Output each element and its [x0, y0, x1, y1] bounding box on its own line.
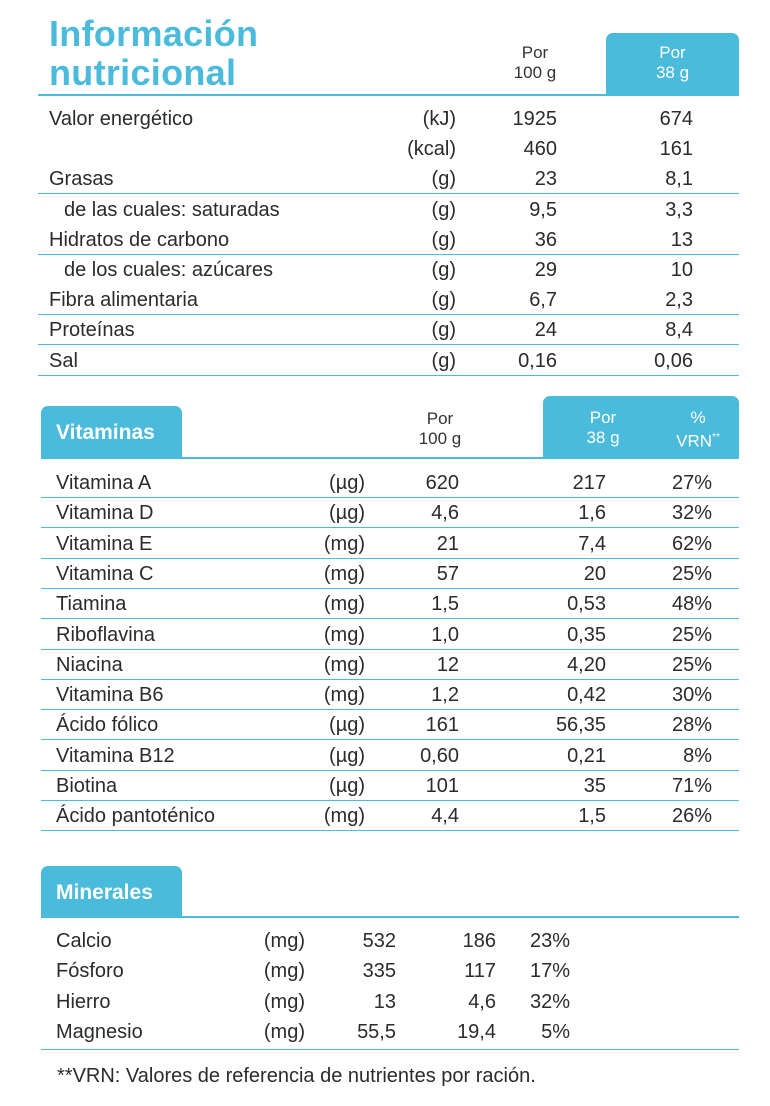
mineral-unit: (mg)	[263, 960, 305, 983]
vitamin-per100: 4,4	[431, 805, 459, 828]
nutrient-unit: (g)	[431, 168, 456, 191]
vitamin-unit: (µg)	[329, 744, 365, 767]
vitamin-unit: (mg)	[323, 532, 365, 555]
vitamin-name: Vitamina A	[56, 472, 152, 494]
mineral-per100: 13	[373, 990, 396, 1013]
row-separator	[41, 588, 739, 589]
mineral-per38: 186	[462, 930, 496, 952]
nutrient-per100: 23	[534, 168, 557, 191]
nutrient-per38: 10	[670, 259, 693, 281]
nutrient-per38: 8,1	[665, 168, 693, 191]
vitamin-name: Ácido fólico	[56, 714, 159, 737]
nutrient-unit: (kcal)	[407, 138, 456, 161]
nutrient-unit: (g)	[431, 289, 456, 312]
vitamin-unit: (µg)	[329, 502, 365, 525]
vitamins-col-vrn-header	[663, 408, 733, 452]
vitamin-unit: (mg)	[323, 593, 365, 616]
table-row	[0, 592, 770, 616]
nutrient-unit: (g)	[431, 228, 456, 251]
vitamin-vrn: 27%	[671, 472, 712, 494]
nutrient-per38: 0,06	[654, 349, 693, 372]
table-row	[0, 990, 770, 1014]
vitamin-vrn: 28%	[671, 714, 712, 737]
mineral-vrn: 5%	[541, 1020, 570, 1043]
row-separator	[41, 618, 739, 619]
mineral-per100: 532	[362, 930, 396, 952]
nutrient-per38: 2,3	[665, 289, 693, 312]
vitamin-per100: 1,0	[431, 623, 459, 646]
vitamin-vrn: 71%	[671, 775, 712, 797]
header-line: 38 g	[655, 63, 690, 82]
table-row	[0, 318, 770, 342]
vitamin-per100: 57	[436, 562, 459, 585]
vitamin-vrn: 62%	[671, 532, 712, 555]
vitamin-unit: (µg)	[329, 714, 365, 737]
vitamin-unit: (µg)	[329, 472, 365, 494]
mineral-name: Magnesio	[56, 1020, 143, 1043]
vitamin-unit: (mg)	[323, 562, 365, 585]
vitamins-col-per38-vrn-header	[543, 396, 739, 458]
table-row	[0, 349, 770, 373]
row-separator	[41, 679, 739, 680]
vitamins-tab-label: Vitaminas	[56, 421, 155, 444]
nutrition-top-rule	[38, 94, 739, 96]
table-row	[0, 959, 770, 983]
vitamin-vrn: 48%	[671, 593, 712, 616]
nutrient-per100: 460	[523, 138, 557, 161]
vitamin-name: Riboflavina	[56, 623, 155, 646]
nutrient-per100: 29	[534, 259, 557, 281]
header-line: Por	[426, 409, 454, 428]
vitamin-vrn: 8%	[683, 744, 712, 767]
header-line: Por	[521, 43, 549, 62]
mineral-per100: 55,5	[357, 1020, 396, 1043]
nutrient-per100: 36	[534, 228, 557, 251]
table-row	[0, 713, 770, 737]
table-row	[0, 653, 770, 677]
vitamins-col-per38-header	[563, 408, 643, 448]
nutrient-per38: 3,3	[665, 198, 693, 221]
vitamin-per100: 0,60	[420, 744, 459, 767]
mineral-per100: 335	[362, 960, 396, 983]
mineral-name: Fósforo	[56, 960, 124, 983]
nutrient-name: Proteínas	[49, 319, 135, 342]
row-separator	[38, 314, 739, 315]
header-line: 38 g	[586, 428, 620, 447]
row-separator	[38, 254, 739, 255]
nutrient-name: de las cuales: saturadas	[64, 198, 280, 221]
vitamin-per100: 620	[425, 472, 459, 494]
vitamin-per100: 101	[425, 775, 459, 797]
table-row	[0, 167, 770, 191]
vitamin-name: Vitamina B12	[56, 744, 175, 767]
nutrient-per38: 161	[659, 138, 693, 161]
row-separator	[38, 193, 739, 194]
table-bottom-rule	[41, 1049, 739, 1050]
vitamin-per38: 4,20	[567, 653, 606, 676]
table-row	[0, 501, 770, 525]
vitamin-per100: 1,2	[431, 684, 459, 707]
vitamin-name: Niacina	[56, 653, 123, 676]
vitamin-vrn: 25%	[671, 623, 712, 646]
nutrient-unit: (g)	[431, 349, 456, 372]
mineral-name: Calcio	[56, 930, 112, 952]
vitamin-name: Vitamina D	[56, 502, 154, 525]
vitamin-vrn: 30%	[671, 684, 712, 707]
table-row	[0, 744, 770, 768]
row-separator	[38, 344, 739, 345]
nutrient-per100: 9,5	[529, 198, 557, 221]
header-line: Por	[659, 43, 686, 62]
vitamin-unit: (µg)	[329, 775, 365, 797]
vitamin-per38: 0,53	[567, 593, 606, 616]
row-separator	[41, 739, 739, 740]
vrn-label: VRN	[676, 431, 713, 451]
mineral-per38: 117	[464, 960, 496, 983]
mineral-unit: (mg)	[263, 930, 305, 952]
vitamin-name: Vitamina E	[56, 532, 153, 555]
table-row	[0, 288, 770, 312]
vitamin-per38: 7,4	[578, 532, 606, 555]
nutrient-unit: (g)	[431, 319, 456, 342]
vitamin-name: Vitamina C	[56, 562, 154, 585]
footnote: **VRN: Valores de referencia de nutrientes por ración.	[57, 1065, 536, 1087]
vitamin-name: Tiamina	[56, 593, 127, 616]
vitamin-per100: 161	[425, 714, 459, 737]
vitamin-per100: 4,6	[431, 502, 459, 525]
vitamin-per38: 0,21	[567, 744, 606, 767]
vitamin-vrn: 25%	[671, 562, 712, 585]
mineral-unit: (mg)	[263, 990, 305, 1013]
row-separator	[41, 649, 739, 650]
row-separator	[41, 800, 739, 801]
mineral-vrn: 32%	[529, 990, 570, 1013]
vitamin-vrn: 26%	[671, 805, 712, 828]
vitamin-per100: 12	[436, 653, 459, 676]
mineral-per38: 4,6	[468, 990, 496, 1013]
vitamin-vrn: 32%	[671, 502, 712, 525]
nutrient-per38: 13	[670, 228, 693, 251]
table-row	[0, 228, 770, 252]
vitamin-unit: (mg)	[323, 653, 365, 676]
row-separator	[41, 497, 739, 498]
header-line: 100 g	[418, 429, 462, 448]
vitamin-unit: (mg)	[323, 805, 365, 828]
nutrient-name: Grasas	[49, 168, 114, 191]
vitamin-name: Biotina	[56, 775, 118, 797]
vitamin-per38: 0,35	[567, 623, 606, 646]
header-line	[663, 428, 733, 452]
vitamin-per38: 56,35	[555, 714, 606, 737]
table-row	[0, 471, 770, 495]
mineral-vrn: 17%	[529, 960, 570, 983]
row-separator	[38, 375, 739, 376]
table-row	[0, 258, 770, 282]
vitamins-tab	[41, 406, 182, 458]
nutrient-name: de los cuales: azúcares	[64, 259, 274, 281]
vitamins-top-rule	[41, 457, 739, 459]
row-separator	[41, 830, 739, 831]
nutrient-per38: 674	[659, 108, 693, 130]
minerals-tab-label: Minerales	[56, 881, 153, 904]
row-separator	[41, 709, 739, 710]
vitamin-unit: (mg)	[323, 684, 365, 707]
table-row	[0, 1020, 770, 1044]
vitamins-col-per100-header	[400, 409, 480, 449]
nutrient-name: Hidratos de carbono	[49, 228, 230, 251]
table-row	[0, 623, 770, 647]
vitamin-per100: 1,5	[431, 593, 459, 616]
table-row	[0, 532, 770, 556]
row-separator	[41, 770, 739, 771]
table-row	[0, 198, 770, 222]
row-separator	[41, 558, 739, 559]
vitamin-vrn: 25%	[671, 653, 712, 676]
header-line: Por	[589, 408, 617, 427]
vitamin-name: Ácido pantoténico	[56, 805, 216, 828]
table-row	[0, 683, 770, 707]
minerals-tab	[41, 866, 182, 917]
nutrient-per100: 24	[534, 319, 557, 342]
vitamin-per38: 0,42	[567, 684, 606, 707]
vitamin-per38: 1,6	[578, 502, 606, 525]
table-row	[0, 774, 770, 798]
table-row	[0, 137, 770, 161]
mineral-vrn: 23%	[529, 930, 570, 952]
nutrition-col-per100-header	[495, 43, 575, 83]
mineral-per38: 19,4	[457, 1020, 496, 1043]
vitamin-name: Vitamina B6	[56, 684, 164, 707]
vitamin-per38: 1,5	[578, 805, 606, 828]
vitamin-unit: (mg)	[323, 623, 365, 646]
nutrient-per38: 8,4	[665, 319, 693, 342]
table-row	[0, 562, 770, 586]
mineral-name: Hierro	[56, 990, 111, 1013]
nutrient-name: Fibra alimentaria	[49, 289, 198, 312]
mineral-unit: (mg)	[263, 1020, 305, 1043]
table-row	[0, 804, 770, 828]
vitamin-per38: 20	[583, 562, 606, 585]
header-line: %	[690, 408, 706, 427]
table-row	[0, 107, 770, 131]
nutrient-unit: (g)	[431, 259, 456, 281]
nutrient-unit: (kJ)	[422, 108, 456, 130]
nutrient-unit: (g)	[431, 198, 456, 221]
minerals-top-rule	[41, 916, 739, 918]
nutrient-name: Valor energético	[49, 108, 194, 130]
vitamin-per38: 217	[572, 472, 606, 494]
nutrition-col-per38-header	[606, 33, 739, 96]
table-row	[0, 929, 770, 953]
vrn-superscript: **	[712, 432, 720, 443]
header-line: 100 g	[513, 63, 557, 82]
title-line-2: nutricional	[49, 52, 237, 93]
title-line-1: Información	[49, 13, 259, 54]
nutrient-per100: 0,16	[518, 349, 557, 372]
row-separator	[41, 527, 739, 528]
nutrient-name: Sal	[49, 349, 78, 372]
page-title	[49, 14, 258, 92]
nutrient-per100: 6,7	[529, 289, 557, 312]
nutrient-per100: 1925	[512, 108, 557, 130]
vitamin-per38: 35	[583, 775, 606, 797]
vitamin-per100: 21	[436, 532, 459, 555]
